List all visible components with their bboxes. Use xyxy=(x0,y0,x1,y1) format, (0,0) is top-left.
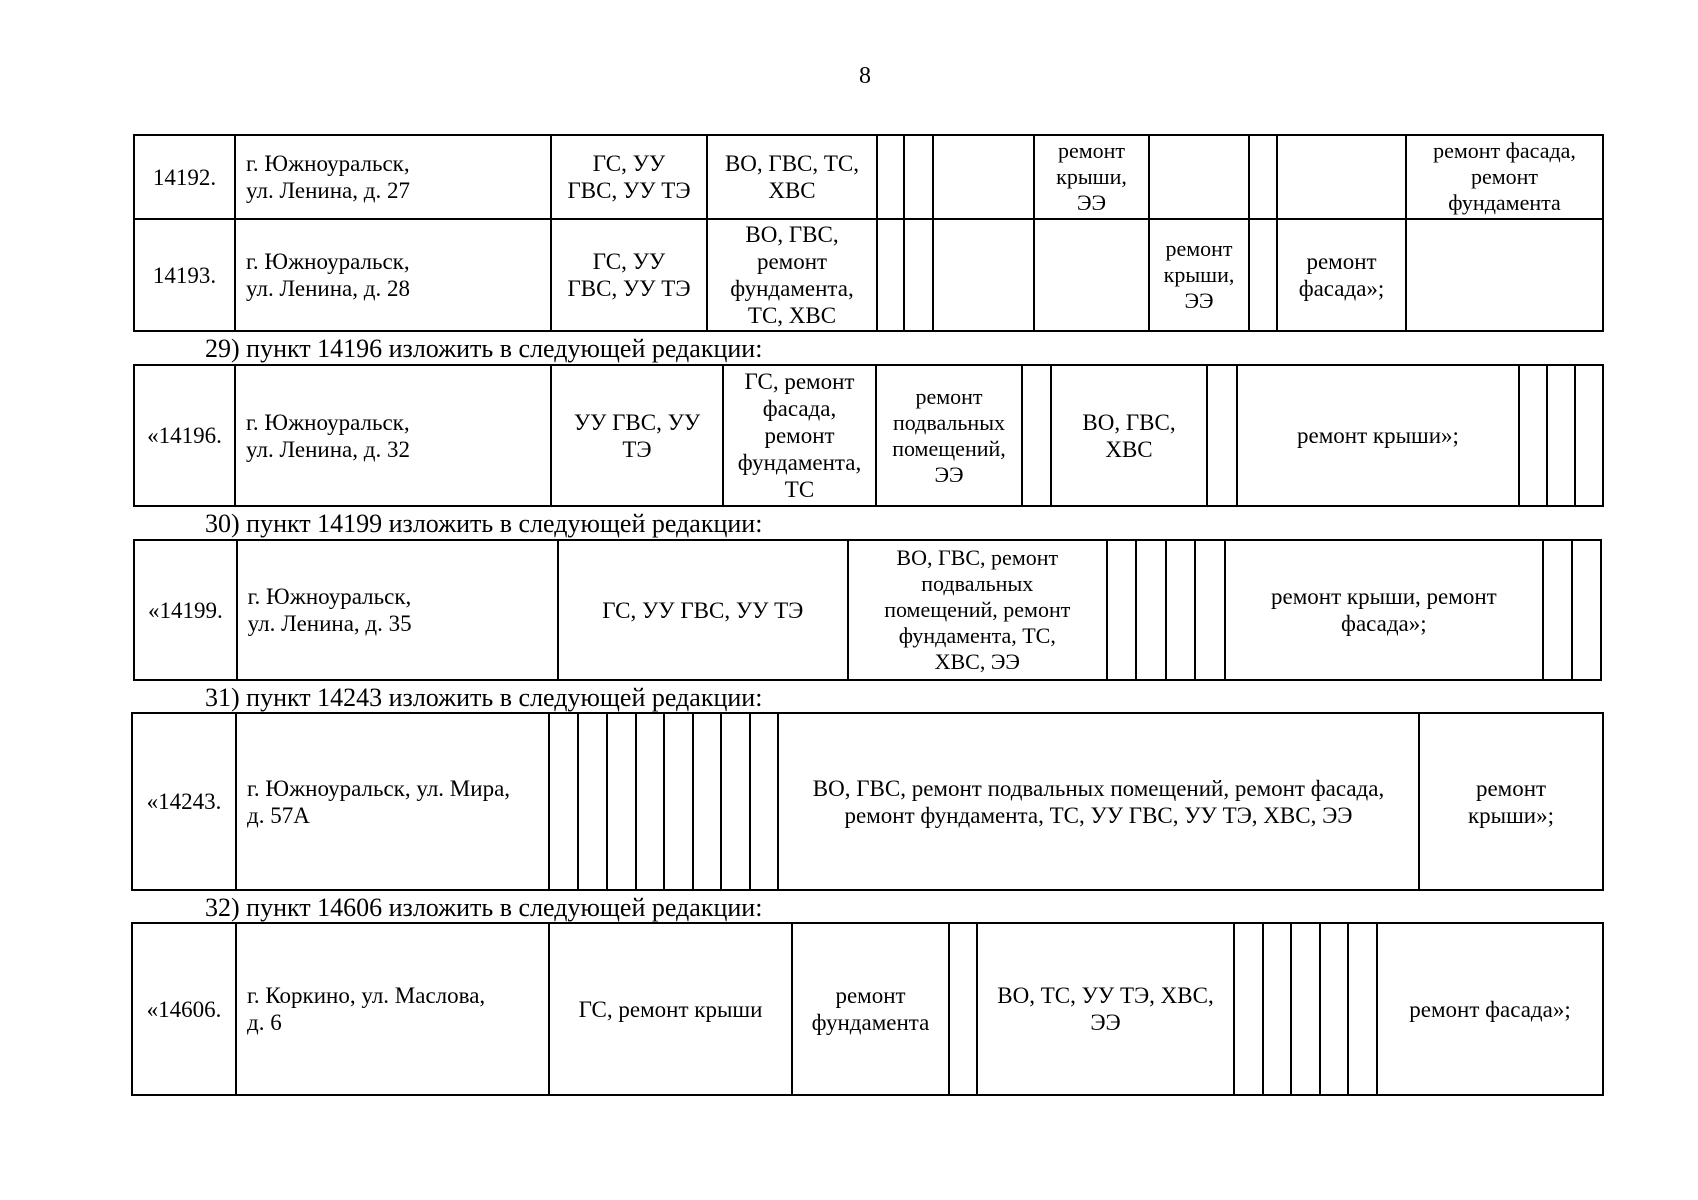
table-row xyxy=(134,365,1603,506)
item-number: «14196. xyxy=(134,365,235,506)
empty-cell xyxy=(549,713,578,890)
empty-cell xyxy=(578,713,607,890)
cell-col3: ГС, УУ ГВС, УУ ТЭ xyxy=(551,219,707,331)
cell-col4: ВО, ГВС, ТС, ХВС xyxy=(707,135,877,219)
cell-col9: ремонт крыши, ремонт фасада»; xyxy=(1225,540,1543,680)
table-row xyxy=(134,540,1601,680)
address-cell: г. Коркино, ул. Маслова, д. 6 xyxy=(236,923,549,1095)
address-cell: г. Южноуральск, ул. Ленина, д. 27 xyxy=(235,135,551,219)
amendment-29: 29) пункт 14196 изложить в следующей редакции: xyxy=(205,334,763,363)
page-number: 8 xyxy=(859,63,871,89)
item-number: 14193. xyxy=(134,219,235,331)
cell-col9: ремонт крыши»; xyxy=(1237,365,1519,506)
table-row xyxy=(132,713,1603,890)
cell-col3: ГС, УУ ГВС, УУ ТЭ xyxy=(551,135,707,219)
cell-col11: ремонт фасада»; xyxy=(1277,219,1406,331)
table-row xyxy=(134,219,1603,331)
empty-cell xyxy=(1575,365,1603,506)
cell-col4: ВО, ГВС, ремонт подвальных помещений, ремонт фундамента, ТС, ХВС, ЭЭ xyxy=(848,540,1107,680)
table-item-14243 xyxy=(131,712,1604,891)
cell-col9: ремонт крыши, ЭЭ xyxy=(1149,219,1249,331)
empty-cell xyxy=(1263,923,1291,1095)
table-row xyxy=(132,923,1603,1095)
cell-last: ремонт крыши»; xyxy=(1419,713,1603,890)
amendment-32: 32) пункт 14606 изложить в следующей редакции: xyxy=(205,893,763,922)
cell-col5: ремонт подвальных помещений, ЭЭ xyxy=(876,365,1022,506)
cell-main: ВО, ГВС, ремонт подвальных помещений, ремонт фасада, ремонт фундамента, ТС, УУ ГВС, УУ ТЭ, ХВС, ЭЭ xyxy=(778,713,1419,890)
item-number: «14199. xyxy=(134,540,237,680)
empty-cell xyxy=(693,713,721,890)
empty-cell xyxy=(636,713,664,890)
table-items-14192-14193 xyxy=(133,134,1604,332)
empty-cell xyxy=(1277,135,1406,219)
empty-cell xyxy=(664,713,693,890)
empty-cell xyxy=(1519,365,1547,506)
empty-cell xyxy=(1034,219,1149,331)
cell-col4: ремонт фундамента xyxy=(792,923,949,1095)
cell-col3: ГС, ремонт крыши xyxy=(549,923,792,1095)
empty-cell xyxy=(904,135,933,219)
empty-cell xyxy=(949,923,977,1095)
address-cell: г. Южноуральск, ул. Мира, д. 57А xyxy=(236,713,549,890)
cell-col4: ГС, ремонт фасада, ремонт фундамента, ТС xyxy=(723,365,876,506)
empty-cell xyxy=(721,713,750,890)
amendment-31: 31) пункт 14243 изложить в следующей редакции: xyxy=(205,683,763,712)
address-cell: г. Южноуральск, ул. Ленина, д. 28 xyxy=(235,219,551,331)
empty-cell xyxy=(1107,540,1136,680)
cell-col8: ремонт крыши, ЭЭ xyxy=(1034,135,1149,219)
empty-cell xyxy=(1249,135,1277,219)
empty-cell xyxy=(1572,540,1601,680)
empty-cell xyxy=(1234,923,1263,1095)
empty-cell xyxy=(933,219,1034,331)
table-item-14196 xyxy=(133,364,1604,507)
cell-col12: ремонт фасада, ремонт фундамента xyxy=(1406,135,1603,219)
table-item-14199 xyxy=(133,539,1602,681)
empty-cell xyxy=(1149,135,1249,219)
empty-cell xyxy=(877,135,904,219)
empty-cell xyxy=(877,219,904,331)
cell-col6: ВО, ТС, УУ ТЭ, ХВС, ЭЭ xyxy=(977,923,1234,1095)
cell-col7: ВО, ГВС, ХВС xyxy=(1051,365,1207,506)
empty-cell xyxy=(1348,923,1377,1095)
empty-cell xyxy=(750,713,778,890)
item-number: «14243. xyxy=(132,713,236,890)
item-number: «14606. xyxy=(132,923,236,1095)
cell-last: ремонт фасада»; xyxy=(1377,923,1603,1095)
empty-cell xyxy=(904,219,933,331)
item-number: 14192. xyxy=(134,135,235,219)
empty-cell xyxy=(1195,540,1224,680)
cell-col3: ГС, УУ ГВС, УУ ТЭ xyxy=(558,540,848,680)
empty-cell xyxy=(1207,365,1237,506)
empty-cell xyxy=(1136,540,1165,680)
address-cell: г. Южноуральск, ул. Ленина, д. 32 xyxy=(235,365,551,506)
empty-cell xyxy=(1406,219,1603,331)
empty-cell xyxy=(1320,923,1348,1095)
empty-cell xyxy=(1543,540,1572,680)
empty-cell xyxy=(1249,219,1277,331)
amendment-30: 30) пункт 14199 изложить в следующей редакции: xyxy=(205,509,763,538)
empty-cell xyxy=(1291,923,1320,1095)
empty-cell xyxy=(1166,540,1195,680)
cell-col4: ВО, ГВС, ремонт фундамента, ТС, ХВС xyxy=(707,219,877,331)
empty-cell xyxy=(1547,365,1575,506)
empty-cell xyxy=(1022,365,1051,506)
cell-col3: УУ ГВС, УУ ТЭ xyxy=(551,365,723,506)
table-item-14606 xyxy=(131,922,1604,1096)
table-row xyxy=(134,135,1603,219)
empty-cell xyxy=(607,713,636,890)
address-cell: г. Южноуральск, ул. Ленина, д. 35 xyxy=(237,540,558,680)
empty-cell xyxy=(933,135,1034,219)
